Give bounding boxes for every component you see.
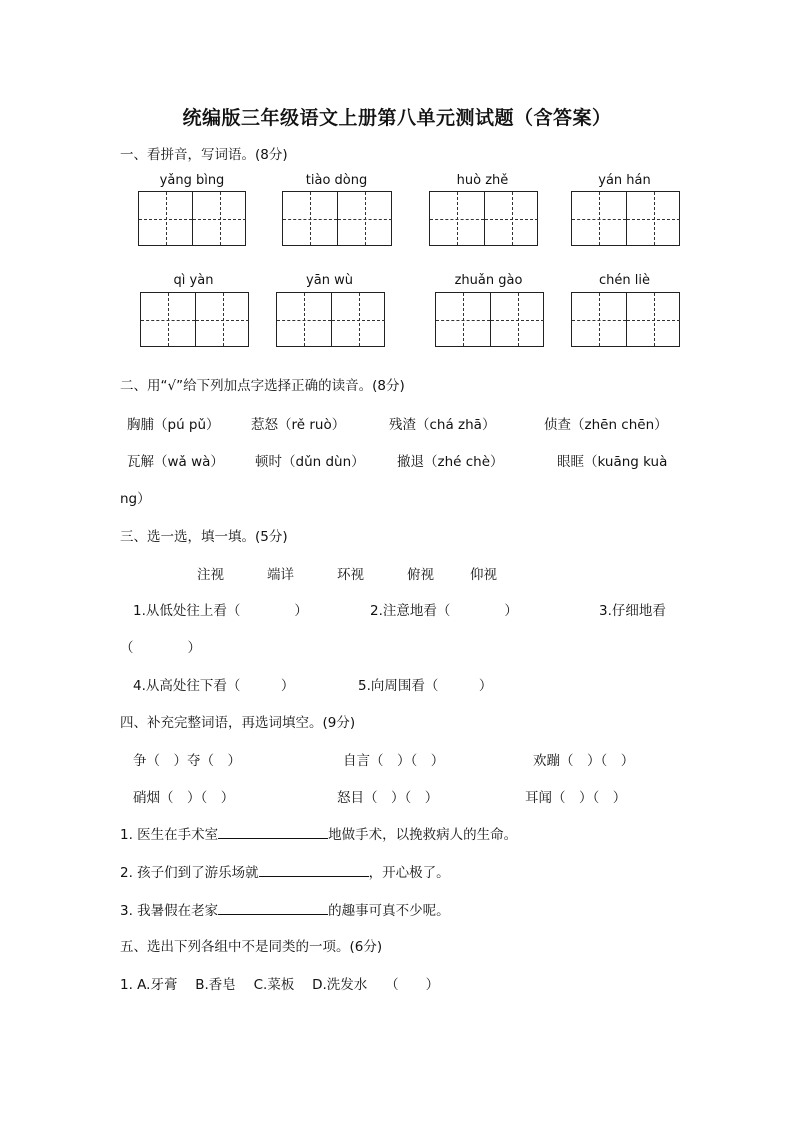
reading-item: 瓦解（wǎ wà） <box>127 454 224 470</box>
writing-grid[interactable] <box>429 191 538 246</box>
writing-grid[interactable] <box>571 292 680 347</box>
word-option: 环视 <box>337 567 364 583</box>
pinyin-8: chén liè <box>599 273 650 288</box>
pinyin-6: yān wù <box>306 273 353 288</box>
writing-grid[interactable] <box>571 191 680 246</box>
writing-grid[interactable] <box>435 292 544 347</box>
idiom-item: 自言（ ）（ ） <box>343 753 445 769</box>
idiom-item: 欢蹦（ ）（ ） <box>533 753 635 769</box>
choice-question: 1. A.牙膏 B.香皂 C.菜板 D.洗发水 （ ） <box>120 977 440 993</box>
pinyin-3: huò zhě <box>456 173 509 188</box>
fill-question: 2.注意地看（ ） <box>370 603 518 619</box>
writing-grid[interactable] <box>140 292 249 347</box>
sentence-text: 地做手术，以挽救病人的生命。 <box>328 827 518 843</box>
reading-item: 胸脯（pú pǔ） <box>127 417 220 433</box>
idiom-item: 怒目（ ）（ ） <box>337 790 439 806</box>
fill-question: （ ） <box>120 640 201 656</box>
page-title: 统编版三年级语文上册第八单元测试题（含答案） <box>182 107 612 129</box>
sentence-text: 2. 孩子们到了游乐场就 <box>120 865 259 881</box>
sentence-text: ，开心极了。 <box>368 865 450 881</box>
fill-sentence-3 <box>120 899 450 919</box>
pinyin-1: yǎng bìng <box>159 173 225 188</box>
writing-grid[interactable] <box>282 191 392 246</box>
answer-blank[interactable] <box>218 900 328 915</box>
pinyin-2: tiào dòng <box>305 173 368 188</box>
word-option: 端详 <box>267 567 294 583</box>
word-option: 俯视 <box>407 567 434 583</box>
sentence-text: 1. 医生在手术室 <box>120 827 219 843</box>
sentence-text: 的趣事可真不少呢。 <box>328 903 450 919</box>
answer-blank[interactable] <box>259 862 369 877</box>
fill-sentence-2 <box>120 861 450 881</box>
reading-item: 残渣（chá zhā） <box>389 417 496 433</box>
reading-item: 顿时（dǔn dùn） <box>255 454 365 470</box>
fill-question: 5.向周围看（ ） <box>358 678 493 694</box>
reading-item: 惹怒（rě ruò） <box>251 417 346 433</box>
writing-grid[interactable] <box>276 292 385 347</box>
fill-question: 4.从高处往下看（ ） <box>133 678 295 694</box>
idiom-item: 争（ ）夺（ ） <box>133 753 241 769</box>
section-4-heading: 四、补充完整词语，再选词填空。(9分) <box>120 715 356 731</box>
fill-sentence-1 <box>120 823 517 843</box>
fill-question: 3.仔细地看 <box>599 603 666 619</box>
reading-item: 侦查（zhēn chēn） <box>544 417 668 433</box>
reading-item: 眼眶（kuāng kuà <box>557 454 668 470</box>
sentence-text: 3. 我暑假在老家 <box>120 903 219 919</box>
pinyin-5: qì yàn <box>173 273 214 288</box>
idiom-item: 耳闻（ ）（ ） <box>525 790 627 806</box>
section-1-heading: 一、看拼音，写词语。(8分) <box>120 147 288 163</box>
idiom-item: 硝烟（ ）（ ） <box>133 790 235 806</box>
writing-grid[interactable] <box>138 191 246 246</box>
word-option: 注视 <box>197 567 224 583</box>
fill-question: 1.从低处往上看（ ） <box>133 603 308 619</box>
reading-item: 撤退（zhé chè） <box>397 454 504 470</box>
pinyin-7: zhuǎn gào <box>454 273 523 288</box>
section-3-heading: 三、选一选，填一填。(5分) <box>120 529 288 545</box>
answer-blank[interactable] <box>218 824 328 839</box>
section-5-heading: 五、选出下列各组中不是同类的一项。(6分) <box>120 939 383 955</box>
pinyin-4: yán hán <box>598 173 651 188</box>
word-option: 仰视 <box>470 567 497 583</box>
section-2-heading: 二、用“√”给下列加点字选择正确的读音。(8分) <box>120 378 405 394</box>
reading-item-wrap: ng） <box>120 491 151 507</box>
